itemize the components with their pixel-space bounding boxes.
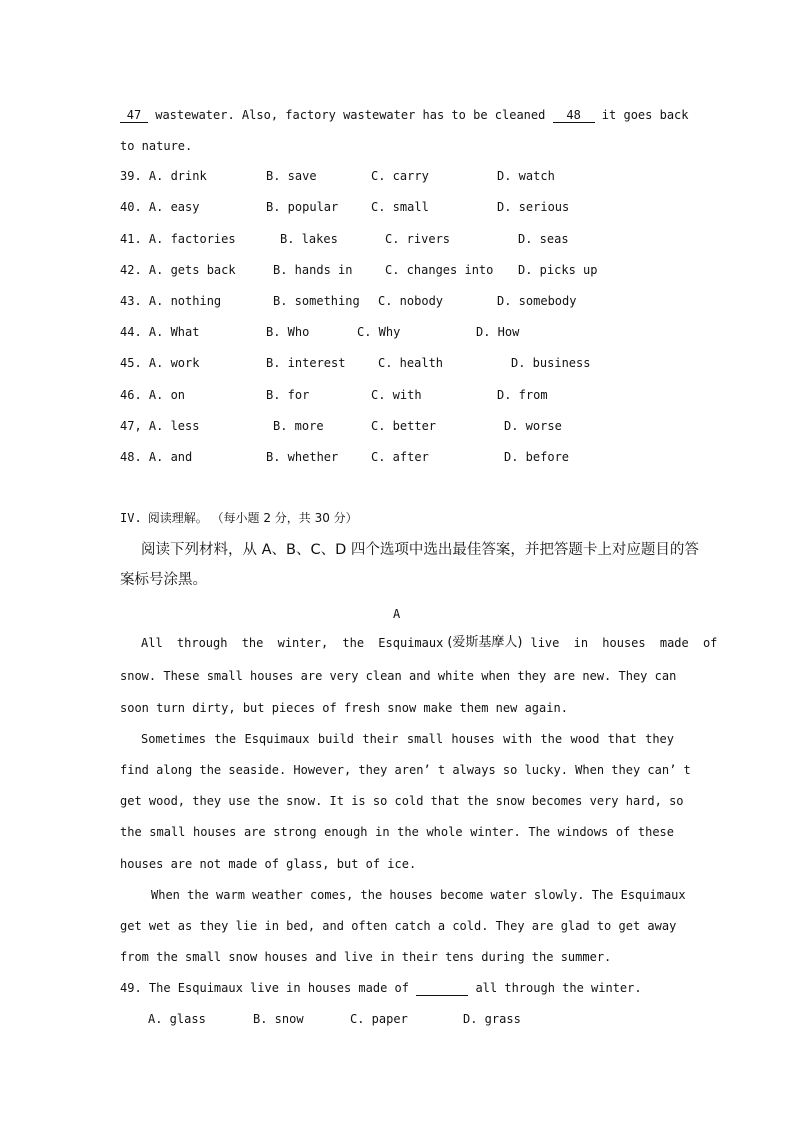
option-a: 39. A. drink — [120, 169, 207, 183]
option-d: D. seas — [518, 232, 569, 246]
question-49-stem — [120, 980, 642, 996]
option-c: C. health — [378, 356, 444, 370]
option-a: 42. A. gets back — [120, 263, 236, 277]
option-b: B. snow — [253, 1012, 304, 1026]
option-d: D. business — [511, 356, 591, 370]
passage-text: All through the winter, the Esquimaux — [141, 636, 444, 650]
passage-p2-line2: find along the seaside. However, they aren’ t always so lucky. When they can’ t — [120, 763, 691, 777]
instruction-line1: 阅读下列材料，从 A、B、C、D 四个选项中选出最佳答案，并把答题卡上对应题目的答 — [141, 542, 699, 558]
blank-47: 47 — [120, 108, 148, 123]
passage-text: live in houses made of — [530, 636, 718, 650]
option-c: C. Why — [357, 325, 401, 339]
option-d: D. watch — [497, 169, 555, 183]
option-d: D. somebody — [497, 294, 577, 308]
option-d: D. worse — [504, 419, 562, 433]
option-d: D. picks up — [518, 263, 598, 277]
passage-p1-line3: soon turn dirty, but pieces of fresh snow make them new again. — [120, 701, 568, 715]
option-c: C. nobody — [378, 294, 444, 308]
option-a: 41. A. factories — [120, 232, 236, 246]
passage-p3-line3: from the small snow houses and live in their tens during the summer. — [120, 950, 612, 964]
option-a: 47, A. less — [120, 419, 200, 433]
blank-48: 48 — [553, 108, 595, 123]
question-text: all through the winter. — [468, 981, 642, 995]
option-a: 48. A. and — [120, 450, 193, 464]
option-c: C. better — [371, 419, 437, 433]
option-a: 45. A. work — [120, 356, 200, 370]
passage-p3-line1: When the warm weather comes, the houses become water slowly. The Esquimaux — [151, 888, 686, 902]
option-a: 44. A. What — [120, 325, 200, 339]
passage-tail-line2: to nature. — [120, 139, 193, 153]
option-b: B. more — [273, 419, 324, 433]
passage-p2-line1: Sometimes the Esquimaux build their small houses with the wood that they — [141, 732, 674, 746]
option-c: C. paper — [350, 1012, 408, 1026]
passage-text: it goes back — [594, 108, 689, 122]
passage-p1-line1 — [141, 635, 718, 651]
passage-p1-line2: snow. These small houses are very clean and white when they are new. They can — [120, 669, 677, 683]
passage-text: wastewater. Also, factory wastewater has to be cleaned — [148, 108, 553, 122]
option-a: 43. A. nothing — [120, 294, 222, 308]
section-heading — [120, 510, 358, 526]
option-c: C. carry — [371, 169, 429, 183]
option-d: D. before — [504, 450, 570, 464]
section-title: 阅读理解。 （每小题 2 分，共 30 分） — [147, 511, 358, 525]
option-c: C. after — [371, 450, 429, 464]
passage-annotation: (爱斯基摩人) — [447, 635, 523, 650]
option-a: A. glass — [148, 1012, 206, 1026]
passage-p3-line2: get wet as they lie in bed, and often catch a cold. They are glad to get away — [120, 919, 677, 933]
passage-p2-line3: get wood, they use the snow. It is so cold that the snow becomes very hard, so — [120, 794, 684, 808]
option-b: B. something — [273, 294, 360, 308]
question-text: 49. The Esquimaux live in houses made of — [120, 981, 417, 995]
option-b: B. popular — [266, 200, 339, 214]
option-d: D. How — [476, 325, 520, 339]
option-a: 40. A. easy — [120, 200, 200, 214]
passage-p2-line4: the small houses are strong enough in the whole winter. The windows of these — [120, 825, 674, 839]
option-b: B. interest — [266, 356, 346, 370]
option-b: B. whether — [266, 450, 339, 464]
option-b: B. for — [266, 388, 310, 402]
option-d: D. grass — [463, 1012, 521, 1026]
option-c: C. changes into — [385, 263, 494, 277]
option-c: C. small — [371, 200, 429, 214]
option-d: D. serious — [497, 200, 570, 214]
option-b: B. hands in — [273, 263, 353, 277]
instruction-line2: 案标号涂黑。 — [120, 572, 207, 588]
answer-blank — [416, 981, 468, 996]
section-number: IV. — [120, 511, 142, 525]
option-b: B. save — [266, 169, 317, 183]
passage-tail-line1 — [120, 107, 689, 123]
option-b: B. lakes — [280, 232, 338, 246]
option-c: C. with — [371, 388, 422, 402]
option-d: D. from — [497, 388, 548, 402]
passage-label: A — [393, 607, 401, 621]
option-b: B. Who — [266, 325, 310, 339]
passage-p2-line5: houses are not made of glass, but of ice. — [120, 857, 417, 871]
option-c: C. rivers — [385, 232, 451, 246]
option-a: 46. A. on — [120, 388, 186, 402]
